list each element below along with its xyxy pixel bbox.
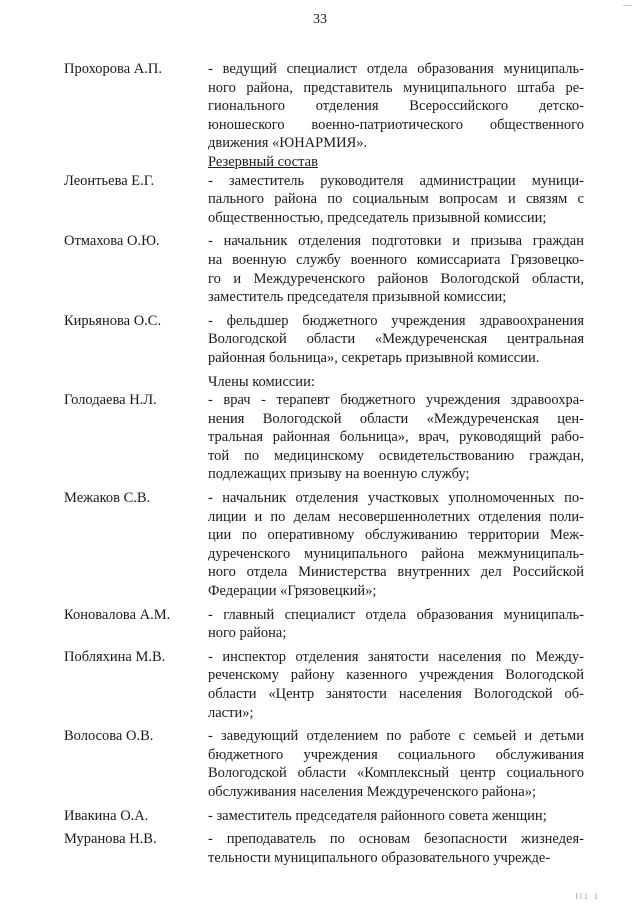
member-role-line: нения Вологодской области «Междуреченская цен- — [208, 410, 584, 427]
member-role-line: ного отдела Министерства внутренних дел Российской — [208, 564, 584, 581]
member-name: Ивакина О.А. — [64, 807, 149, 824]
members-heading: Члены комиссии: — [208, 373, 315, 390]
member-name: Прохорова А.П. — [64, 61, 162, 77]
member-role — [208, 648, 584, 722]
member-role-line: подлежащих призыву на военную службу; — [208, 466, 470, 483]
member-entry — [64, 172, 584, 228]
member-name: Межаков С.В. — [64, 490, 151, 507]
page-number: 33 — [313, 12, 327, 27]
member-role-line: - инспектор отделения занятости населения по Между- — [208, 648, 584, 665]
member-role-line: - ведущий специалист отдела образования муниципаль- — [208, 61, 584, 77]
member-entry — [64, 232, 584, 306]
member-entry — [64, 60, 584, 153]
member-role-line: реченскому району казенного учреждения Вологодской — [208, 667, 584, 684]
member-role-line: - преподаватель по основам безопасности жизнедея- — [208, 831, 584, 848]
top-member-list — [64, 60, 584, 153]
member-role-line: - врач - терапевт бюджетного учреждения здравоохра- — [208, 392, 584, 409]
member-role-line: - начальник отделения подготовки и призыва граждан — [208, 233, 584, 250]
member-entry — [64, 807, 584, 826]
member-role-line: Федерации «Грязовецкий»; — [208, 583, 377, 600]
member-entry — [64, 391, 584, 484]
member-name: Кирьянова О.С. — [64, 312, 162, 329]
member-role-line: обслуживания населения Междуреченского района»; — [208, 783, 536, 800]
member-role-line: заместитель председателя призывной комиссии; — [208, 289, 507, 306]
member-role-line: районная больница», секретарь призывной комиссии. — [208, 349, 540, 366]
member-entry — [64, 727, 584, 801]
member-role — [208, 830, 584, 867]
reserve-member-list — [64, 172, 584, 373]
member-role-line: области «Центр занятости населения Вологодской об- — [208, 686, 584, 702]
member-role-line: тельности муниципального образовательного учрежде- — [208, 849, 551, 866]
member-name: Леонтьева Е.Г. — [64, 172, 155, 189]
member-role-line: - фельдшер бюджетного учреждения здравоохранения — [208, 312, 584, 329]
member-role-line: ного района, представитель муниципального штаба ре- — [208, 79, 584, 96]
member-entry — [64, 648, 584, 722]
member-name: Муранова Н.В. — [64, 831, 157, 848]
member-role-line: той по медицинскому освидетельствованию граждан, — [208, 447, 584, 464]
corner-mark: — — [623, 0, 632, 10]
member-role-line: Вологодской области «Междуреченская центральная — [208, 331, 584, 348]
member-role — [208, 391, 584, 484]
member-role-line: лиции и по делам несовершеннолетних отделения поли- — [208, 508, 584, 525]
member-role — [208, 727, 584, 801]
member-role-line: движения «ЮНАРМИЯ». — [208, 135, 368, 152]
reserve-heading — [208, 153, 584, 172]
member-role-line: бюджетного учреждения социального обслуживания — [208, 746, 584, 763]
member-role-line: на военную службу военного комиссариата Грязовецко- — [208, 251, 584, 268]
member-name: Побляхина М.В. — [64, 648, 166, 665]
member-role — [208, 606, 584, 643]
member-role — [208, 172, 584, 228]
member-role — [208, 60, 584, 153]
member-role-line: общественностью, председатель призывной комиссии; — [208, 209, 547, 226]
member-role-line: ции по оперативному обслуживанию территории Меж- — [208, 527, 584, 544]
member-role-line: пального района по социальным вопросам и связям с — [208, 191, 584, 208]
member-name: Отмахова О.Ю. — [64, 233, 160, 250]
reserve-heading-text: Резервный состав — [208, 153, 318, 170]
member-role — [208, 232, 584, 306]
member-role — [208, 489, 584, 601]
member-role-line: - заместитель председателя районного совета женщин; — [208, 807, 547, 824]
member-role-line: гионального отделения Всероссийского детско- — [208, 98, 584, 115]
member-role-line: дуреченского муниципального района межмуниципаль- — [208, 545, 584, 562]
member-name: Голодаева Н.Л. — [64, 392, 157, 409]
member-entry — [64, 830, 584, 867]
member-entry — [64, 606, 584, 643]
member-role-line: тральная районная больница», врач, руководящий рабо- — [208, 429, 584, 446]
member-role-line: ласти»; — [208, 704, 254, 721]
member-role-line: - главный специалист отдела образования муниципаль- — [208, 606, 584, 623]
member-role-line: юношеского военно-патриотического общественного — [208, 116, 584, 133]
member-name: Волосова О.В. — [64, 728, 154, 745]
member-role-line: - начальник отделения участковых уполномоченных по- — [208, 490, 584, 507]
member-role-line: ного района; — [208, 625, 287, 642]
member-role-line: - заместитель руководителя администрации муници- — [208, 172, 584, 189]
member-entry — [64, 312, 584, 368]
document-body — [64, 60, 584, 872]
member-entry — [64, 489, 584, 601]
member-role-line: - заведующий отделением по работе с семьей и детьми — [208, 728, 584, 745]
entry-gap — [64, 867, 584, 872]
member-role — [208, 312, 584, 368]
member-name: Коновалова А.М. — [64, 606, 171, 623]
member-role-line: го и Междуреченского районов Вологодской области, — [208, 270, 584, 287]
member-role — [208, 807, 584, 826]
commission-member-list — [64, 391, 584, 872]
footer-mark: ll1 1 — [575, 892, 600, 901]
member-role-line: Вологодской области «Комплексный центр социального — [208, 765, 584, 782]
